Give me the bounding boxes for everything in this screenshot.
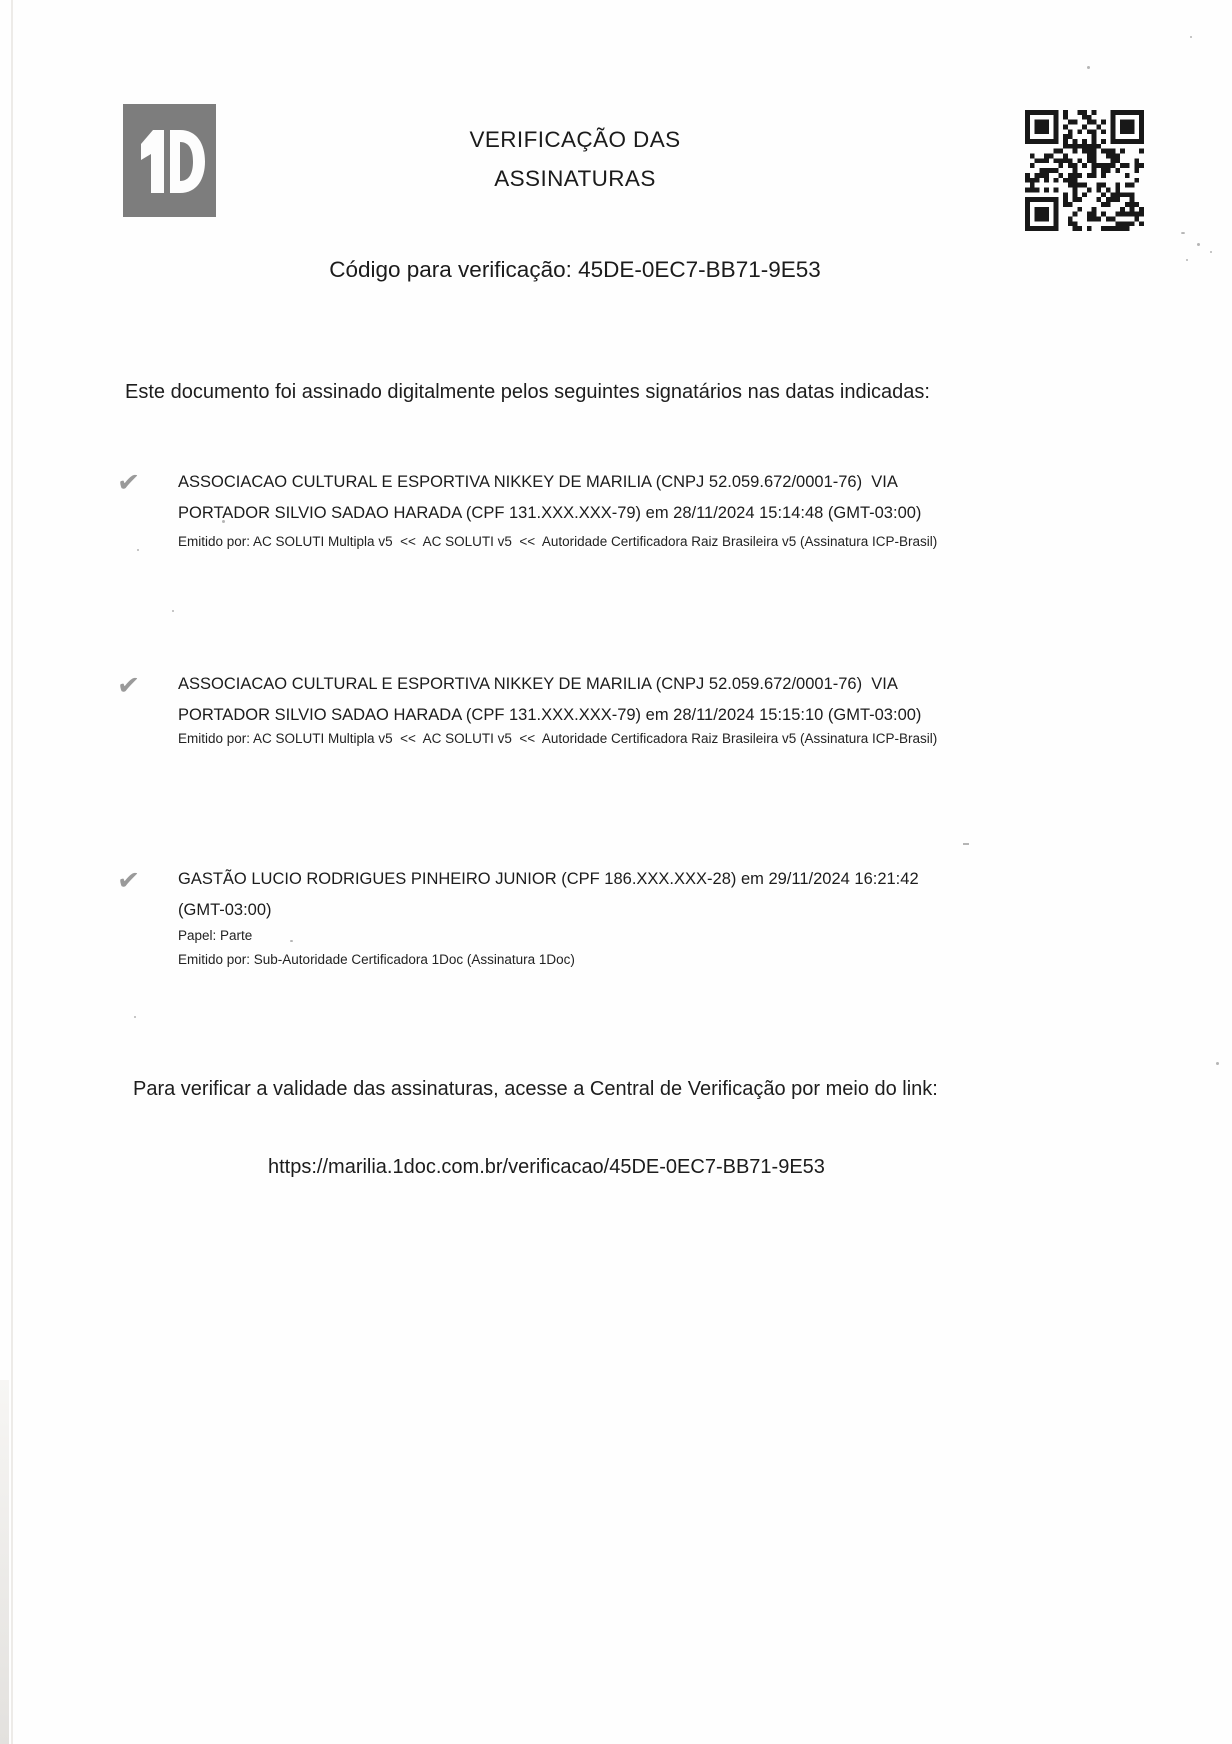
verification-link: https://marilia.1doc.com.br/verificacao/45DE-0EC7-BB71-9E53 [268, 1156, 825, 1178]
signature-signer-line: PORTADOR SILVIO SADAO HARADA (CPF 131.XXX.XXX-79) em 28/11/2024 15:15:10 (GMT-03:00) [178, 706, 922, 724]
page-title [330, 120, 820, 198]
signature-role: Papel: Parte [178, 928, 253, 943]
signature-signer-line: (GMT-03:00) [178, 901, 272, 919]
verification-code-label: Código para verificação: [329, 257, 572, 282]
scan-speck [963, 843, 969, 845]
qr-code [1025, 110, 1144, 231]
check-icon: ✔ [115, 669, 141, 703]
scan-speck [290, 940, 293, 942]
qr-code-graphic [1025, 110, 1144, 231]
verification-code-line [0, 257, 1150, 283]
scan-speck [134, 1016, 136, 1018]
scan-speck [172, 610, 174, 612]
check-icon: ✔ [115, 466, 141, 500]
scan-corner-smudge [0, 1380, 9, 1744]
scan-speck [1087, 66, 1090, 69]
signature-issued-by: Emitido por: Sub-Autoridade Certificadora 1Doc (Assinatura 1Doc) [178, 952, 575, 967]
scan-speck [1181, 232, 1185, 234]
signature-signer [178, 864, 1078, 926]
1doc-logo-graphic [123, 104, 216, 217]
page-title-line1: VERIFICAÇÃO DAS [469, 127, 681, 152]
signature-signer [178, 467, 1078, 529]
scan-speck [137, 549, 139, 551]
intro-text: Este documento foi assinado digitalmente pelos seguintes signatários nas datas indicadas: [125, 381, 930, 403]
scan-speck [1210, 251, 1212, 253]
signature-issued-by: Emitido por: AC SOLUTI Multipla v5 << AC SOLUTI v5 << Autoridade Certificadora Raiz Brasileira v5 (Assinatura ICP-Brasil) [178, 731, 938, 746]
check-icon: ✔ [115, 864, 141, 898]
signature-signer [178, 669, 1078, 731]
signature-signer-line: GASTÃO LUCIO RODRIGUES PINHEIRO JUNIOR (CPF 186.XXX.XXX-28) em 29/11/2024 16:21:42 [178, 870, 919, 888]
footer-text: Para verificar a validade das assinaturas, acesse a Central de Verificação por meio do link: [133, 1078, 938, 1100]
scan-speck [1190, 36, 1192, 38]
scan-speck [1216, 1062, 1219, 1065]
signature-issued-by: Emitido por: AC SOLUTI Multipla v5 << AC SOLUTI v5 << Autoridade Certificadora Raiz Brasileira v5 (Assinatura ICP-Brasil) [178, 534, 938, 549]
signature-signer-line: ASSOCIACAO CULTURAL E ESPORTIVA NIKKEY DE MARILIA (CNPJ 52.059.672/0001-76) VIA [178, 675, 898, 693]
signature-signer-line: PORTADOR SILVIO SADAO HARADA (CPF 131.XXX.XXX-79) em 28/11/2024 15:14:48 (GMT-03:00) [178, 504, 922, 522]
page-title-line2: ASSINATURAS [494, 166, 656, 191]
scan-speck [1186, 259, 1188, 261]
verification-code-value: 45DE-0EC7-BB71-9E53 [578, 257, 821, 282]
signature-signer-line: ASSOCIACAO CULTURAL E ESPORTIVA NIKKEY DE MARILIA (CNPJ 52.059.672/0001-76) VIA [178, 473, 898, 491]
1doc-logo [123, 104, 216, 217]
scan-speck [1197, 243, 1200, 246]
